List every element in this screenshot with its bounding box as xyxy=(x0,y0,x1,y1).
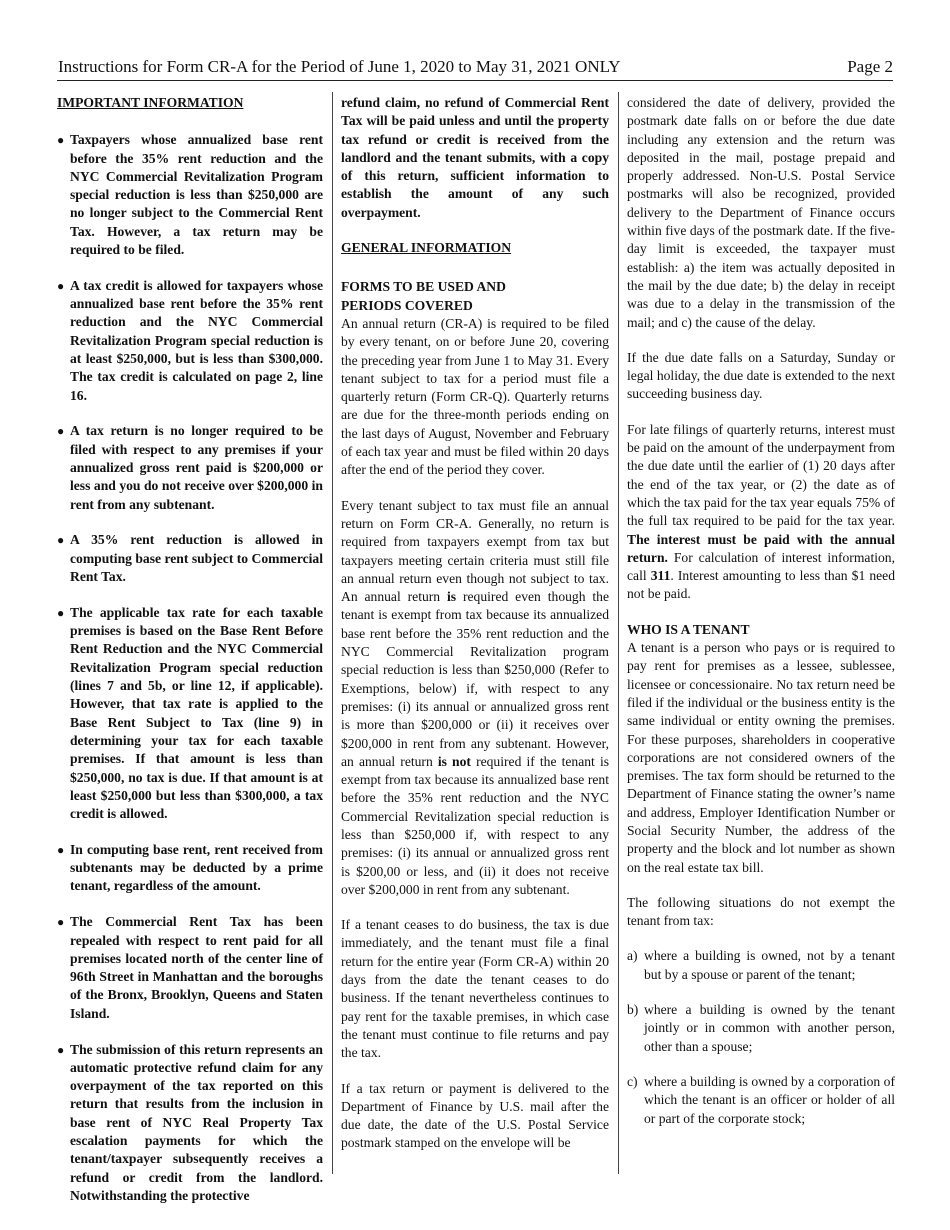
bullet-item: ● Taxpayers whose annualized base rent before the 35% rent reduction and the NYC Commercial Revitalization Program special reduction is less than $250,000 are no longer subject to the Commercial Rent Tax. However, a tax return may be required to be filed. xyxy=(57,131,323,259)
column-1 xyxy=(57,94,323,1223)
text-run: required even though the tenant is exempt from tax because its annualized base rent before the 35% rent reduction and the NYC Commercial Revitalization program special reduction is less than $250,000 (Refer to Exemptions, below) if, with respect to any premises: (i) its annual or annualized gross rent is more than $200,000 or (ii) it receives over $200,000 in rent from any subtenant. However, an annual return xyxy=(341,589,610,769)
column-divider-1 xyxy=(332,92,333,1174)
bullet-item: ● A 35% rent reduction is allowed in computing base rent subject to Commercial Rent Tax. xyxy=(57,531,323,586)
list-text: where a building is owned, not by a tenant but by a spouse or parent of the tenant; xyxy=(644,948,895,982)
column-divider-2 xyxy=(618,92,619,1174)
list-item xyxy=(627,1073,895,1128)
page-number: Page 2 xyxy=(847,57,893,76)
list-item xyxy=(627,947,895,984)
paragraph: If the due date falls on a Saturday, Sunday or legal holiday, the due date is extended to the next succeeding business day. xyxy=(627,349,895,402)
paragraph: An annual return (CR-A) is required to be filed by every tenant, on or before June 20, covering the preceding year from June 1 to May 31. Every tenant subject to tax for a period must file a quarterly return (Form CR-Q). Quarterly returns are due for the three-month periods ending on the last days of August, November and February of each tax year and must be filed within 20 days after the end of the period they cover. xyxy=(341,315,609,478)
list-text: where a building is owned by the tenant jointly or in common with another person, other than a spouse; xyxy=(644,1002,895,1054)
text-run: . Interest amounting to less than $1 need not be paid. xyxy=(627,568,896,602)
bullet-item: ● The submission of this return represents an automatic protective refund claim for any overpayment of the tax reported on this return that results from the inclusion in base rent of NYC Real Property Tax escalation payments for which the tenant/taxpayer subsequently receives a refund or credit from the landlord. Notwithstanding the protective xyxy=(57,1041,323,1206)
subheading-line: PERIODS COVERED xyxy=(341,297,473,313)
emphasis: is xyxy=(447,589,457,605)
who-is-a-tenant-heading: WHO IS A TENANT xyxy=(627,621,750,637)
important-information-heading: IMPORTANT INFORMATION xyxy=(57,95,244,110)
bullet-item: ● In computing base rent, rent received from subtenants may be deducted by a prime tenant, regardless of the amount. xyxy=(57,841,323,896)
list-label: b) xyxy=(627,1002,639,1018)
column-2 xyxy=(341,94,609,1170)
forms-periods-subheading xyxy=(341,278,609,315)
protective-claim-continuation: refund claim, no refund of Commercial Rent Tax will be paid unless and until the property tax refund or credit is received from the landlord and the tenant submits, with a copy of this return, sufficient information to establish the amount of any such overpayment. xyxy=(341,95,609,220)
list-item xyxy=(627,1001,895,1056)
page-header xyxy=(57,56,893,81)
paragraph: The following situations do not exempt the tenant from tax: xyxy=(627,894,895,929)
bullet-item: ● The applicable tax rate for each taxable premises is based on the Base Rent Before Rent Reduction and the NYC Commercial Revitalization Program special reduction (lines 7 and 5b, or line 12, if applicable). However, that tax rate is applied to the Base Rent Subject to Tax (line 9) in determining your tax for each taxable premises. If that amount is less than $250,000, no tax is due. If that amount is at least $250,000 but less than $300,000, a tax credit is allowed. xyxy=(57,604,323,824)
text-run: For late filings of quarterly returns, interest must be paid on the amount of the underpayment from the due date until the earlier of (1) 20 days after the end of the tax year, or (2) the date as of which the tax paid for the tax year equals 75% of the full tax required to be paid for the tax year. xyxy=(627,421,895,529)
list-text: where a building is owned by a corporation of which the tenant is an officer or holder of all or part of the corporate stock; xyxy=(644,1073,895,1126)
list-label: c) xyxy=(627,1073,638,1089)
text-run: For calculation of interest information, call xyxy=(627,549,895,584)
paragraph xyxy=(341,497,609,900)
text-run: Every tenant subject to tax must file an annual return on Form CR-A. Generally, no return is required from taxpayers exempt from tax but taxpayers meeting certain criteria must still file an annual return even though not subject to tax. An annual return xyxy=(341,497,609,605)
paragraph: If a tenant ceases to do business, the tax is due immediately, and the tenant must file a final return for the entire year (Form CR-A) within 20 days from the date the tenant ceases to do business. If the tenant nevertheless continues to pay rent for the taxable premises, in which case the tenant must continue to file returns and pay the tax. xyxy=(341,917,609,1061)
important-information-list xyxy=(57,131,323,1205)
column-3 xyxy=(627,94,895,1145)
text-run: required if the tenant is exempt from tax because its annualized base rent before the 35% rent reduction and the NYC Commercial Revitalization special reduction is less than $250,000 if, with respect to any premises: (i) its annual or annualized gross rent is $200,00 or less, and (ii) it does not receive over $200,000 in rent from any subtenant. xyxy=(341,753,610,897)
phone-number: 311 xyxy=(650,568,671,584)
emphasis: The interest must be paid with the annual return. xyxy=(627,531,895,565)
document-title: Instructions for Form CR-A for the Period of June 1, 2020 to May 31, 2021 ONLY xyxy=(58,57,621,76)
subheading-line: FORMS TO BE USED AND xyxy=(341,279,506,295)
bullet-item: ● The Commercial Rent Tax has been repealed with respect to rent paid for all premises located north of the center line of 96th Street in Manhattan and the boroughs of the Bronx, Brooklyn, Queens and Staten Island. xyxy=(57,913,323,1023)
general-information-heading: GENERAL INFORMATION xyxy=(341,240,512,256)
paragraph: A tenant is a person who pays or is required to pay rent for premises as a lessee, sublessee, licensee or concessionaire. No tax return need be filed if the individual or the business entity is the same individual or entity owning the premises. For these purposes, shareholders in cooperative corporations are not considered owners of the premises. The tax form should be returned to the Department of Finance stating the owner’s name and address, Employer Identification Number or Social Security Number, the address of the property and the block and lot number as shown on the real estate tax bill. xyxy=(627,640,895,875)
bullet-item: ● A tax return is no longer required to be filed with respect to any premises if your annualized gross rent paid is $200,000 or less and you do not receive over $200,000 in rent from any subtenant. xyxy=(57,422,323,513)
paragraph: considered the date of delivery, provided the postmark date falls on or before the due date including any extension and the return was deposited in the mail, postage prepaid and properly addressed. Non-U.S. Postal Service postmarks will also be recognized, provided delivery to the Department of Finance occurs within five days of the postmark date. If the five-day limit is exceeded, the taxpayer must establish: a) the item was actually deposited in the mail by the due date; b) the delay in receipt was due to a delay in the transmission of the mail; and c) the cause of the delay. xyxy=(627,95,895,330)
bullet-item: ● A tax credit is allowed for taxpayers whose annualized base rent before the 35% rent reduction and the NYC Commercial Revitalization Program special reduction is at least $250,000, but is less than $300,000. The tax credit is calculated on page 2, line 16. xyxy=(57,277,323,405)
paragraph: If a tax return or payment is delivered to the Department of Finance by U.S. mail after the due date, the date of the U.S. Postal Service postmark stamped on the envelope will be xyxy=(341,1080,609,1151)
list-label: a) xyxy=(627,948,638,964)
paragraph xyxy=(627,421,895,604)
emphasis: is not xyxy=(437,753,471,769)
